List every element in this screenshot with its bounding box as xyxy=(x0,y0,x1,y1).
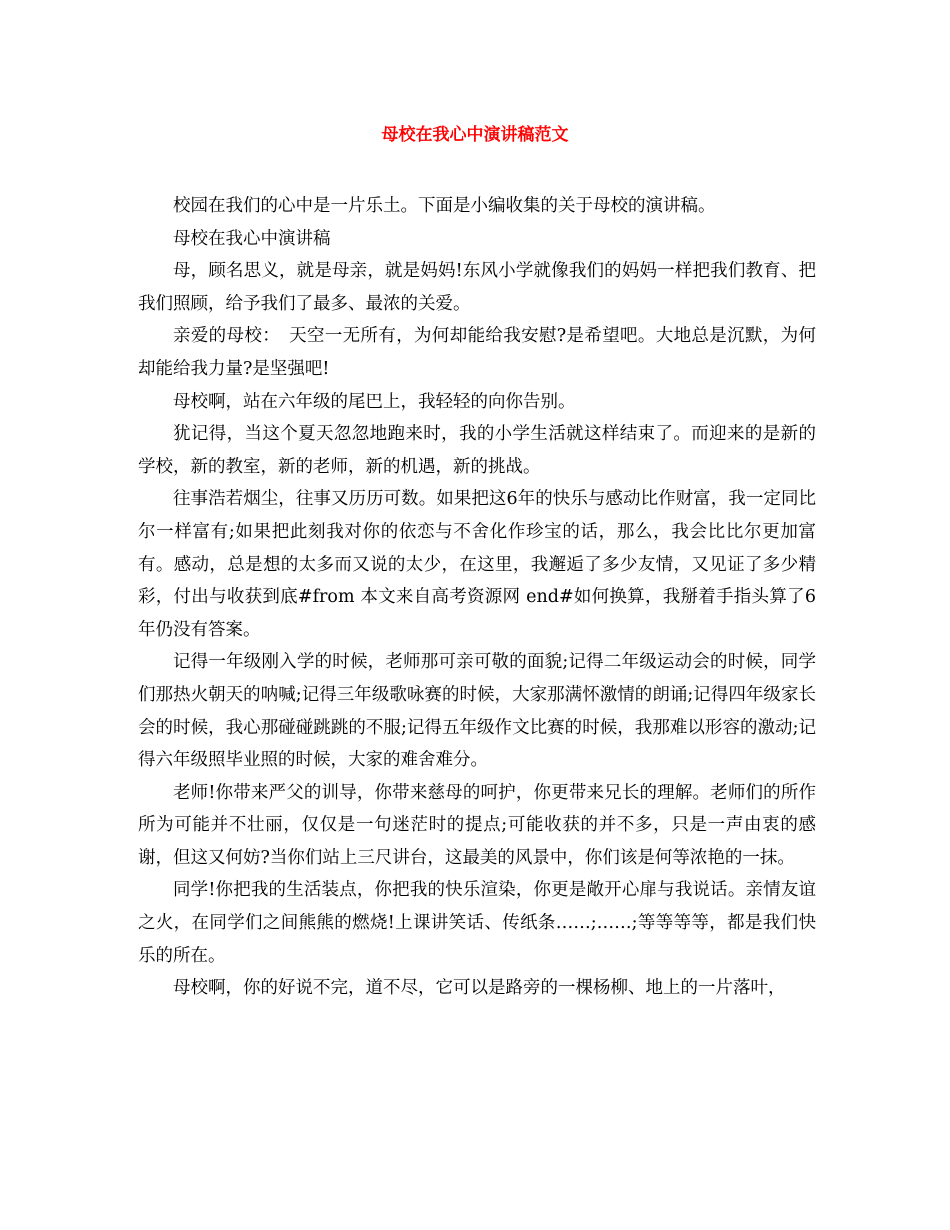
paragraph: 同学!你把我的生活装点，你把我的快乐渲染，你更是敞开心扉与我说话。亲情友谊之火，在同学们之间熊熊的燃烧!上课讲笑话、传纸条……;……;等等等等，都是我们快乐的所在。 xyxy=(138,880,816,966)
paragraph: 亲爱的母校： 天空一无所有，为何却能给我安慰?是希望吧。大地总是沉默，为何却能给我力量?是坚强吧! xyxy=(138,326,816,379)
paragraph: 犹记得，当这个夏天忽忽地跑来时，我的小学生活就这样结束了。而迎来的是新的学校，新的教室，新的老师，新的机遇，新的挑战。 xyxy=(138,424,816,477)
document-body xyxy=(138,190,816,1005)
paragraph: 往事浩若烟尘，往事又历历可数。如果把这6年的快乐与感动比作财富，我一定同比尔一样富有;如果把此刻我对你的依恋与不舍化作珍宝的话，那么，我会比比尔更加富有。感动，总是想的太多而又说的太少，在这里，我邂逅了多少友情，又见证了多少精彩，付出与收获到底#from 本文来自高考资源网 end#如何换算，我掰着手指头算了6年仍没有答案。 xyxy=(138,489,816,640)
paragraph: 母校在我心中演讲稿 xyxy=(173,228,331,249)
paragraph: 记得一年级刚入学的时候，老师那可亲可敬的面貌;记得二年级运动会的时候，同学们那热火朝天的呐喊;记得三年级歌咏赛的时候，大家那满怀激情的朗诵;记得四年级家长会的时候，我心那碰碰跳跳的不服;记得五年级作文比赛的时候，我那难以形容的激动;记得六年级照毕业照的时候，大家的难舍难分。 xyxy=(138,652,816,771)
document-title: 母校在我心中演讲稿范文 xyxy=(381,125,569,145)
paragraph: 校园在我们的心中是一片乐土。下面是小编收集的关于母校的演讲稿。 xyxy=(173,196,716,216)
paragraph: 母校啊，站在六年级的尾巴上，我轻轻的向你告别。 xyxy=(173,391,576,412)
paragraph: 老师!你带来严父的训导，你带来慈母的呵护，你更带来兄长的理解。老师们的所作所为可能并不壮丽，仅仅是一句迷茫时的提点;可能收获的并不多，只是一声由衷的感谢，但这又何妨?当你们站上三尺讲台，这最美的风景中，你们该是何等浓艳的一抹。 xyxy=(138,782,816,868)
paragraph: 母校啊，你的好说不完，道不尽，它可以是路旁的一棵杨柳、地上的一片落叶， xyxy=(173,978,786,999)
paragraph: 母，顾名思义，就是母亲，就是妈妈!东风小学就像我们的妈妈一样把我们教育、把我们照顾，给予我们了最多、最浓的关爱。 xyxy=(138,261,816,314)
